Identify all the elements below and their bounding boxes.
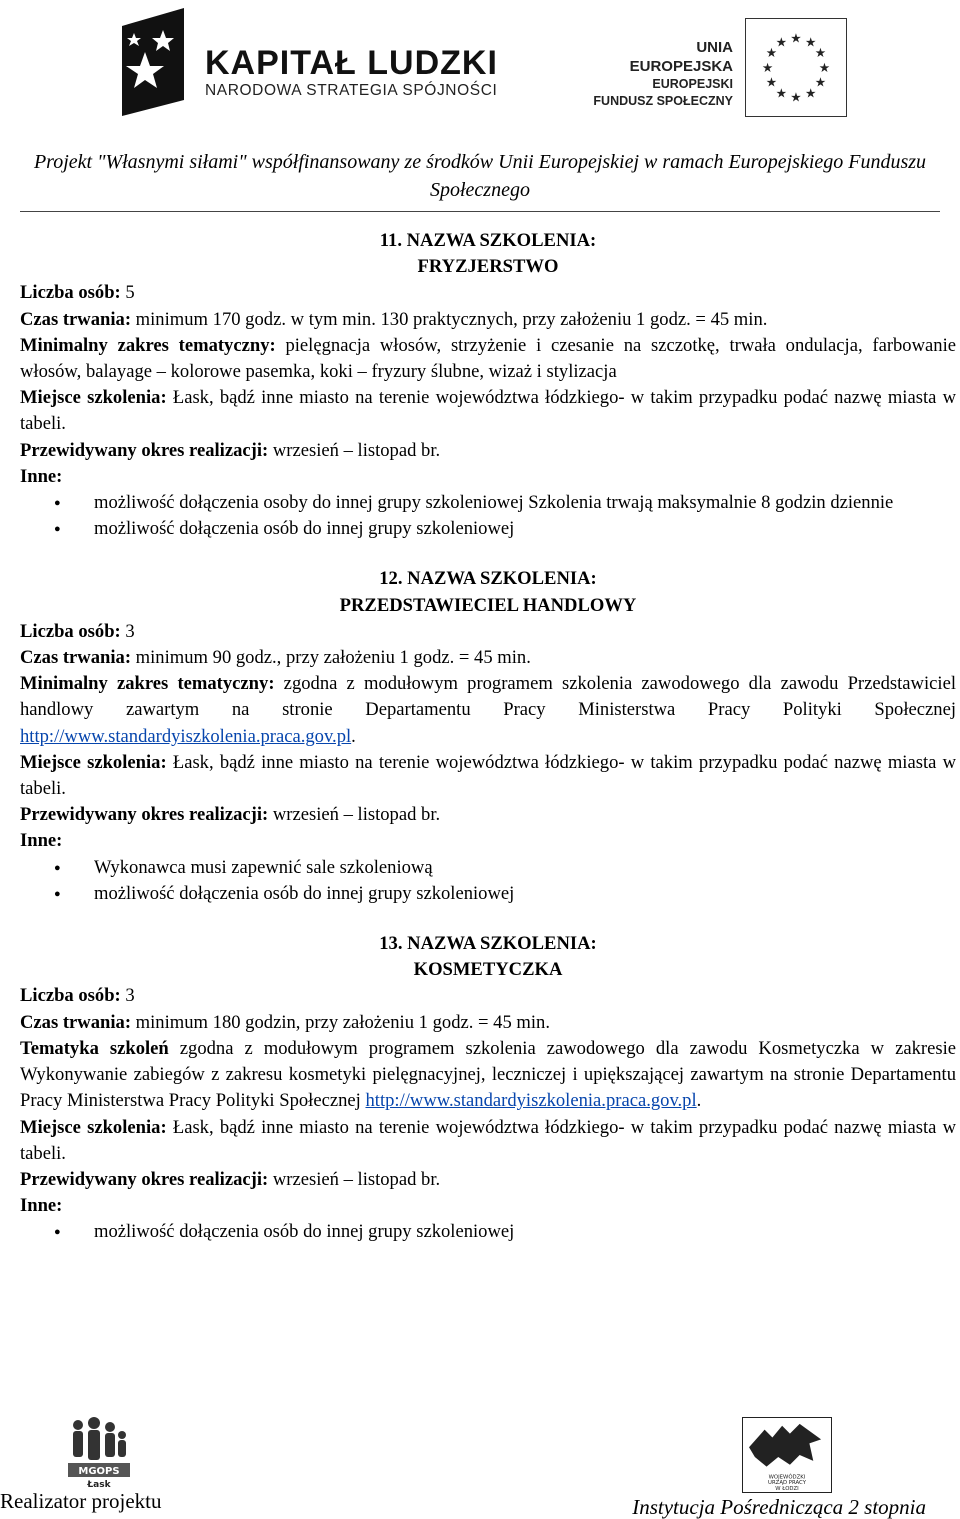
section-number: 12. NAZWA SZKOLENIA:: [379, 568, 597, 590]
other-list: [20, 855, 956, 907]
value-scope: pielęgnacja włosów, strzyżenie i czesanie na szczotkę, trwała ondulacja, farbowanie włosów, balayage – kolorowe pasemka, koki – fryzury ślubne, wizaż i stylizacja: [20, 334, 956, 383]
field-scope: [20, 333, 956, 385]
label-participants: Liczba osób:: [20, 985, 121, 1007]
label-period: Przewidywany okres realizacji:: [20, 1168, 269, 1190]
svg-text:★: ★: [790, 31, 802, 47]
label-duration: Czas trwania:: [20, 647, 132, 669]
label-topics: Tematyka szkoleń: [20, 1037, 169, 1059]
kapital-ludzki-subtitle: NARODOWA STRATEGIA SPÓJNOŚCI: [205, 82, 498, 99]
label-duration: Czas trwania:: [20, 1011, 132, 1033]
svg-text:★: ★: [814, 75, 827, 91]
svg-text:★: ★: [761, 60, 774, 76]
section-number: 13. NAZWA SZKOLENIA:: [379, 933, 597, 955]
label-other: Inne:: [20, 465, 63, 487]
label-participants: Liczba osób:: [20, 620, 121, 642]
label-period: Przewidywany okres realizacji:: [20, 439, 269, 461]
label-period: Przewidywany okres realizacji:: [20, 804, 269, 826]
value-location: Łask, bądź inne miasto na terenie województwa łódzkiego- w takim przypadku podać nazwę miasta w tabeli.: [20, 751, 956, 800]
footer-implementer: Realizator projektu: [0, 1489, 162, 1513]
value-duration: minimum 180 godzin, przy założeniu 1 godz. = 45 min.: [131, 1011, 550, 1033]
section-title: FRYZJERSTWO: [417, 256, 559, 278]
kapital-ludzki-logo-icon: [112, 8, 194, 118]
svg-text:★: ★: [818, 60, 831, 76]
svg-text:★: ★: [775, 35, 788, 51]
eu-label-line1: UNIA EUROPEJSKA: [629, 39, 733, 75]
eu-flag-icon: [745, 18, 847, 117]
other-list: [20, 1219, 956, 1245]
label-duration: Czas trwania:: [20, 308, 132, 330]
svg-text:★: ★: [804, 35, 817, 51]
value-duration: minimum 90 godz., przy założeniu 1 godz. = 45 min.: [131, 647, 531, 669]
label-participants: Liczba osób:: [20, 282, 121, 304]
svg-text:★: ★: [765, 46, 778, 62]
field-duration: [20, 645, 956, 671]
footer-intermediate-body: Instytucja Pośrednicząca 2 stopnia: [632, 1495, 926, 1519]
svg-text:W ŁODZI: W ŁODZI: [775, 1486, 799, 1493]
svg-text:★: ★: [765, 75, 778, 91]
value-period: wrzesień – listopad br.: [268, 1168, 441, 1190]
section-title: PRZEDSTAWIECIEL HANDLOWY: [339, 594, 637, 616]
svg-text:★: ★: [790, 90, 802, 106]
field-duration: [20, 1010, 956, 1036]
header-divider: [20, 211, 940, 212]
value-period: wrzesień – listopad br.: [268, 439, 441, 461]
document-body: [20, 228, 956, 1246]
page-footer: [0, 1395, 960, 1519]
svg-text:URZĄD PRACY: URZĄD PRACY: [768, 1480, 806, 1487]
label-location: Miejsce szkolenia:: [20, 751, 167, 773]
value-participants: 5: [120, 282, 135, 304]
svg-text:WOJEWÓDZKI: WOJEWÓDZKI: [768, 1474, 806, 1481]
value-duration: minimum 170 godz. w tym min. 130 praktycznych, przy założeniu 1 godz. = 45 min.: [131, 308, 768, 330]
standards-link[interactable]: http://www.standardyiszkolenia.praca.gov.pl: [20, 725, 352, 747]
value-location: Łask, bądź inne miasto na terenie województwa łódzkiego- w takim przypadku podać nazwę miasta w tabeli.: [20, 387, 956, 435]
value-topics: zgodna z modułowym programem szkolenia zawodowego dla zawodu Kosmetyczka w zakresie Wykonywanie zabiegów z zakresu kosmetyki pielęgnacyjnej, leczniczej i upiększającej zawartym na stronie Departamentu Pracy Ministerstwa Pracy Polityki Społecznej: [20, 1037, 956, 1112]
svg-text:★: ★: [814, 46, 827, 62]
svg-text:★: ★: [804, 86, 817, 102]
page-header: [0, 0, 960, 140]
field-participants: [20, 280, 956, 306]
label-other: Inne:: [20, 1195, 63, 1217]
value-scope: zgodna z modułowym programem szkolenia zawodowego dla zawodu Przedstawiciel handlowy zawartym na stronie Departamentu Pracy Ministerstwa Pracy Polityki Społecznej: [20, 673, 956, 721]
list-item: ● możliwość dołączenia osób do innej grupy szkoleniowej: [20, 516, 956, 542]
eu-fund-label: [590, 38, 733, 110]
mgops-city: Łask: [87, 1480, 111, 1490]
training-section: [20, 566, 956, 907]
list-item: ● możliwość dołączenia osób do innej grupy szkoleniowej: [20, 881, 956, 907]
other-list: [20, 490, 956, 542]
section-heading: [20, 931, 956, 983]
list-item: ● możliwość dołączenia osób do innej grupy szkoleniowej: [20, 1219, 956, 1245]
section-number: 11. NAZWA SZKOLENIA:: [379, 230, 597, 251]
value-participants: 3: [120, 985, 135, 1007]
label-location: Miejsce szkolenia:: [20, 387, 167, 409]
eu-label-line2: EUROPEJSKI: [652, 77, 733, 91]
training-section: [20, 931, 956, 1245]
eu-label-line3: FUNDUSZ SPOŁECZNY: [593, 94, 733, 108]
list-item: ● możliwość dołączenia osoby do innej grupy szkoleniowej Szkolenia trwają maksymalnie 8 godzin dziennie: [20, 490, 956, 516]
mgops-label: MGOPS: [78, 1466, 120, 1477]
value-punct: .: [696, 1090, 702, 1112]
label-scope: Minimalny zakres tematyczny:: [20, 673, 275, 695]
training-section: [20, 228, 956, 542]
field-participants: [20, 619, 956, 645]
field-topics: [20, 1036, 956, 1115]
list-item: ● Wykonawca musi zapewnić sale szkoleniową: [20, 855, 956, 881]
field-location: [20, 385, 956, 437]
label-scope: Minimalny zakres tematyczny:: [20, 334, 276, 356]
value-punct: .: [351, 725, 356, 747]
wup-logo-icon: [742, 1417, 832, 1493]
mgops-logo-icon: [64, 1413, 134, 1491]
standards-link[interactable]: http://www.standardyiszkolenia.praca.gov.pl: [365, 1090, 697, 1112]
label-location: Miejsce szkolenia:: [20, 1116, 167, 1138]
field-duration: [20, 307, 956, 333]
section-heading: [20, 228, 956, 280]
value-participants: 3: [120, 620, 135, 642]
field-scope: [20, 671, 956, 750]
field-location: [20, 750, 956, 802]
value-location: Łask, bądź inne miasto na terenie województwa łódzkiego- w takim przypadku podać nazwę miasta w tabeli.: [20, 1116, 956, 1164]
section-title: KOSMETYCZKA: [413, 959, 563, 981]
field-period: [20, 802, 956, 828]
label-other: Inne:: [20, 830, 63, 852]
svg-text:★: ★: [775, 86, 788, 102]
value-period: wrzesień – listopad br.: [268, 804, 441, 826]
field-location: [20, 1115, 956, 1167]
kapital-ludzki-title: KAPITAŁ LUDZKI: [205, 44, 498, 82]
field-period: [20, 1167, 956, 1193]
field-period: [20, 438, 956, 464]
section-heading: [20, 566, 956, 618]
project-cofinancing-line: Projekt "Własnymi siłami" współfinansowany ze środków Unii Europejskiej w ramach Europejskiego Funduszu Społecznego: [33, 151, 927, 201]
field-participants: [20, 983, 956, 1009]
